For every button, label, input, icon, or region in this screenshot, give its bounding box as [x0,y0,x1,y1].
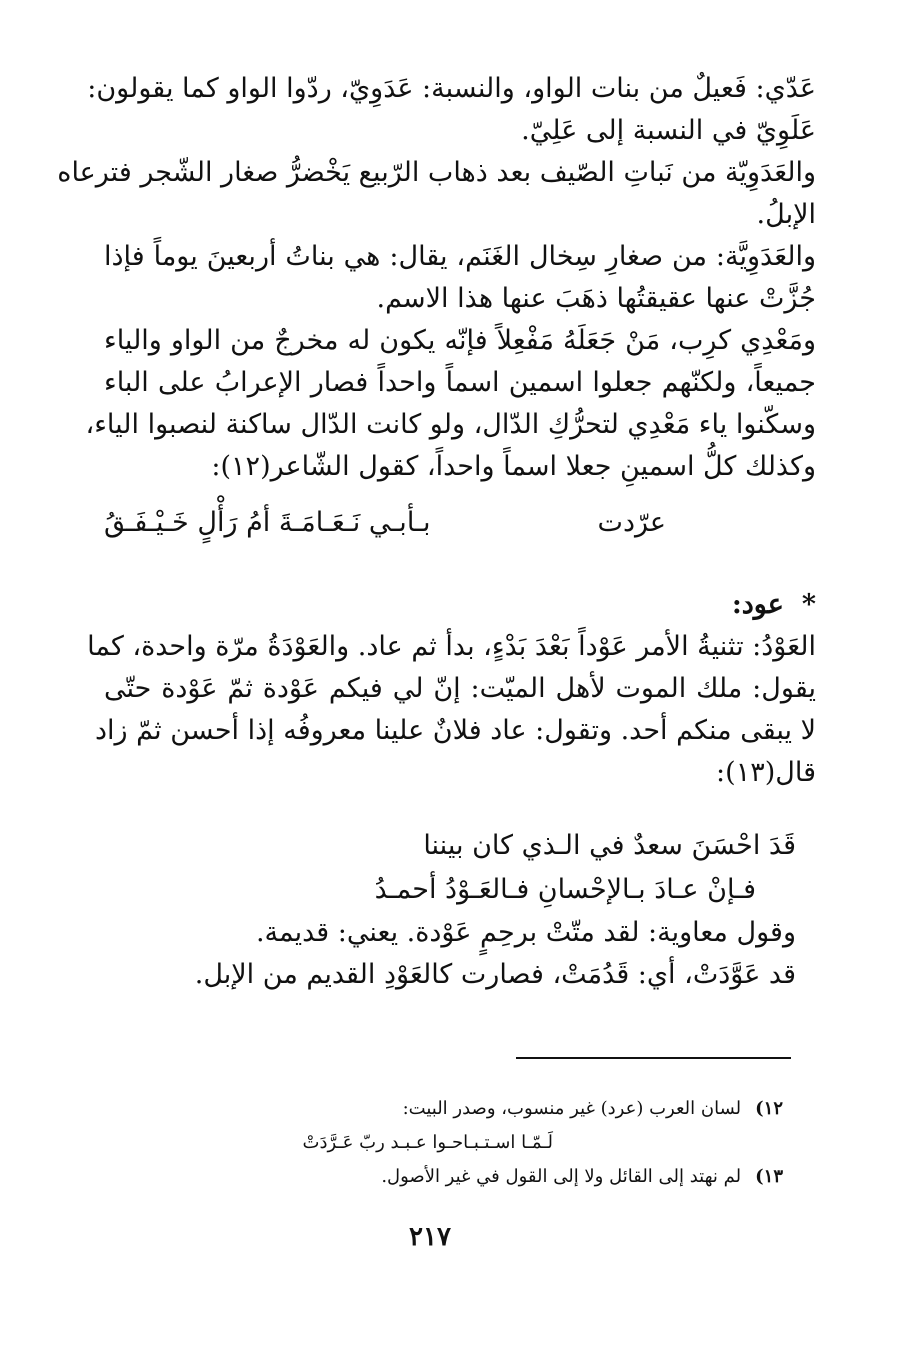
text-line: يقول: ملك الموت لأهل الميّت: إنّ لي فيكم عَوْدة ثمّ عَوْدة حتّى [104,673,816,704]
text-line: الإبلُ. [756,199,816,230]
text-line: قد عَوَّدَتْ، أي: قَدُمَتْ، فصارت كالعَوْدِ القديم من الإبل. [194,959,796,990]
footnote-12 [133,1092,783,1126]
verse-first-half: عرّدت [597,507,666,538]
footnote-divider [516,1057,791,1059]
footnote-number: ١٢) [755,1098,783,1119]
text-line: جميعاً، ولكنّهم جعلوا اسمين اسماً واحداً فصار الإعرابُ على الباء [104,367,816,398]
footnote-number: ١٣) [755,1166,783,1187]
entry-heading [104,584,816,626]
text-line: والعَدَوِيَّة: من صغارِ سِخال الغَنَم، يقال: هي بناتُ أربعينَ يوماً فإذا [104,241,816,272]
star-icon: * [801,589,816,620]
heading-label: عود: [731,589,784,620]
text-line: قال(١٣): [716,757,816,788]
poem-line: قَدَ احْسَنَ سعدٌ في الـذي كان بيننا [423,830,796,861]
text-line: وكذلك كلُّ اسمينِ جعلا اسماً واحداً، كقول الشّاعر(١٢): [211,451,816,482]
page-number: ٢١٧ [409,1222,451,1252]
footnote-text: لم نهتد إلى القائل ولا إلى القول في غير الأصول. [381,1166,742,1187]
poem-line: فـإنْ عـادَ بـالإحْسانِ فـالعَـوْدُ أحمـدُ [374,874,756,905]
text-line: وقول معاوية: لقد متّتْ برحِمٍ عَوْدة. يعني: قديمة. [255,917,796,948]
verse-second-half: بـأبـي نَـعَـامَـةَ أمُ رَأْلٍ خَـيْـفَـقُ [104,507,431,538]
text-line: والعَدَوِيّة من نَباتِ الصّيف بعد ذهاب الرّبيع يَخْضرُّ صغار الشّجر فترعاه [57,157,816,188]
footnote-text: لسان العرب (عرد) غير منسوب، وصدر البيت: [402,1098,742,1119]
text-line: العَوْدُ: تثنيةُ الأمر عَوْداً بَعْدَ بَدْءٍ، بدأ ثم عاد. والعَوْدَةُ مرّة واحدة، كما [87,631,816,662]
after-poem [104,912,796,996]
footnote-verse: لَـمّـا اسـتـبـاحـوا عـبـد ربّ عَـرَّدَتْ [302,1132,553,1153]
text-line: جُزَّتْ عنها عقيقتُها ذهَبَ عنها هذا الاسم. [376,283,816,314]
verse [104,502,816,544]
poem [104,824,816,912]
text-line: عَدّي: فَعيلٌ من بنات الواو، والنسبة: عَدَوِيّ، ردّوا الواو كما يقولون: [87,73,816,104]
footnotes [133,1092,783,1194]
text-line: عَلَوِيّ في النسبة إلى عَلِيّ. [521,115,816,146]
main-text [57,68,816,996]
text-line: وسكّنوا ياء مَعْدِي لتحرُّكِ الدّال، ولو كانت الدّال ساكنة لنصبوا الياء، [85,409,816,440]
text-line: ومَعْدِي كرِب، مَنْ جَعَلَهُ مَفْعِلاً فإنّه يكون له مخرجٌ من الواو والياء [104,325,816,356]
footnote-13 [133,1160,783,1194]
text-line: لا يبقى منكم أحد. وتقول: عاد فلانٌ علينا معروفُه إذا أحسن ثمّ زاد [94,715,816,746]
